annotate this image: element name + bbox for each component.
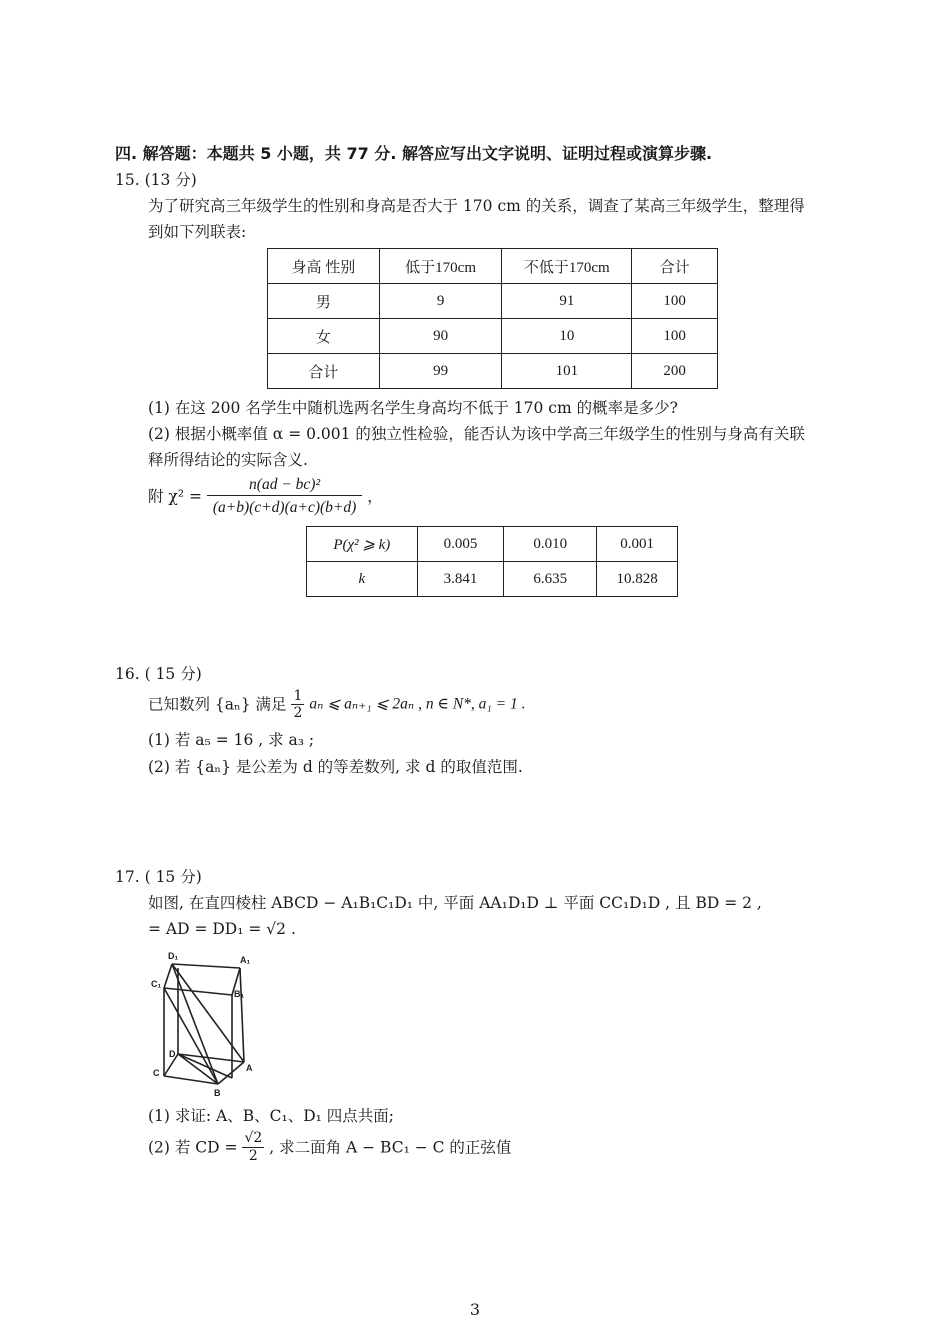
fraction-denominator: 2	[248, 1148, 258, 1164]
q16-statement-suffix: aₙ ⩽ aₙ₊₁ ⩽ 2aₙ , n ∈ N*, a₁ = 1 .	[309, 695, 526, 713]
formula-suffix: ，	[367, 487, 383, 506]
q17-line1: 如图, 在直四棱柱 ABCD − A₁B₁C₁D₁ 中, 平面 AA₁D₁D ⊥ 平面 CC₁D₁D , 且 BD = 2 ,	[148, 894, 762, 912]
table-row	[268, 319, 718, 354]
table-cell: 200	[632, 354, 718, 389]
chi-square-formula	[148, 475, 383, 518]
label-a1: A₁	[240, 955, 251, 965]
formula-denominator: (a+b)(c+d)(a+c)(b+d)	[212, 499, 357, 516]
q15-part2-line1: (2) 根据小概率值 α = 0.001 的独立性检验，能否认为该中学高三年级学生的性别与身高有关联	[148, 425, 805, 443]
q15-intro-line1: 为了研究高三年级学生的性别和身高是否大于 170 cm 的关系，调查了某高三年级学生，整理得	[148, 197, 805, 215]
q15-points: (13 分)	[144, 171, 197, 189]
table-cell: 9	[379, 284, 502, 319]
q15-number: 15.	[115, 171, 140, 189]
table-header-cell: 合计	[632, 249, 718, 284]
formula-fraction	[207, 475, 362, 518]
formula-prefix: 附 χ² =	[148, 487, 202, 506]
table-cell: 99	[379, 354, 502, 389]
table-cell: 10	[502, 319, 632, 354]
table-cell: 3.841	[417, 562, 504, 597]
q15-part1: (1) 在这 200 名学生中随机选两名学生身高均不低于 170 cm 的概率是多少?	[148, 399, 678, 417]
q16-part1: (1) 若 a₅ = 16 , 求 a₃ ;	[148, 731, 315, 749]
q17-part1: (1) 求证: A、B、C₁、D₁ 四点共面;	[148, 1107, 394, 1125]
q17-line2: = AD = DD₁ = √2 .	[148, 920, 296, 938]
table-row	[268, 284, 718, 319]
label-b: B	[214, 1088, 221, 1098]
label-d: D	[169, 1049, 176, 1059]
prism-diagram	[148, 950, 260, 1098]
q17-header	[115, 867, 202, 887]
table-cell: 0.010	[504, 527, 597, 562]
table-header-cell: 低于170cm	[379, 249, 502, 284]
q17-part2	[148, 1130, 511, 1165]
table-cell: 90	[379, 319, 502, 354]
contingency-table	[267, 248, 718, 389]
table-cell: 女	[268, 319, 380, 354]
table-header-cell: 不低于170cm	[502, 249, 632, 284]
table-cell: 6.635	[504, 562, 597, 597]
label-b1: B₁	[234, 989, 245, 999]
table-cell: P(χ² ⩾ k)	[307, 527, 418, 562]
q16-statement	[148, 688, 526, 721]
formula-numerator: n(ad − bc)²	[207, 475, 362, 496]
section-heading: 四. 解答题：本题共 5 小题，共 77 分. 解答应写出文字说明、证明过程或演算步骤.	[115, 144, 713, 163]
q15-header	[115, 170, 197, 190]
q15-part2-line2: 释所得结论的实际含义.	[148, 451, 308, 469]
label-c1: C₁	[151, 979, 162, 989]
fraction-denominator: 2	[293, 705, 303, 721]
critical-value-table	[306, 526, 678, 597]
fraction-numerator: 1	[293, 688, 303, 704]
table-cell: 100	[632, 284, 718, 319]
table-cell: k	[307, 562, 418, 597]
table-row	[307, 527, 678, 562]
q17-points: ( 15 分)	[144, 868, 202, 886]
table-cell: 0.001	[597, 527, 678, 562]
table-cell: 0.005	[417, 527, 504, 562]
table-cell: 合计	[268, 354, 380, 389]
q16-header	[115, 664, 202, 684]
q17-part2-suffix: , 求二面角 A − BC₁ − C 的正弦值	[269, 1138, 512, 1157]
label-a: A	[246, 1063, 253, 1073]
fraction-numerator: √2	[244, 1130, 263, 1146]
table-header-row	[268, 249, 718, 284]
q15-intro-line2: 到如下列联表:	[148, 223, 247, 241]
q16-statement-prefix: 已知数列 {aₙ} 满足	[148, 695, 287, 714]
q17-fraction	[242, 1130, 264, 1165]
q16-fraction	[291, 688, 304, 721]
table-row	[268, 354, 718, 389]
table-row	[307, 562, 678, 597]
page-number: 3	[469, 1300, 481, 1319]
table-cell: 10.828	[597, 562, 678, 597]
q16-points: ( 15 分)	[144, 665, 202, 683]
table-cell: 男	[268, 284, 380, 319]
q17-part2-prefix: (2) 若 CD =	[148, 1138, 238, 1157]
q17-number: 17.	[115, 868, 140, 886]
q16-number: 16.	[115, 665, 140, 683]
table-cell: 101	[502, 354, 632, 389]
table-cell: 91	[502, 284, 632, 319]
table-cell: 100	[632, 319, 718, 354]
label-c: C	[153, 1068, 160, 1078]
prism-figure	[148, 950, 260, 1098]
table-header-cell: 身高 性别	[268, 249, 380, 284]
label-d1: D₁	[168, 951, 179, 961]
q16-part2: (2) 若 {aₙ} 是公差为 d 的等差数列, 求 d 的取值范围.	[148, 758, 523, 776]
